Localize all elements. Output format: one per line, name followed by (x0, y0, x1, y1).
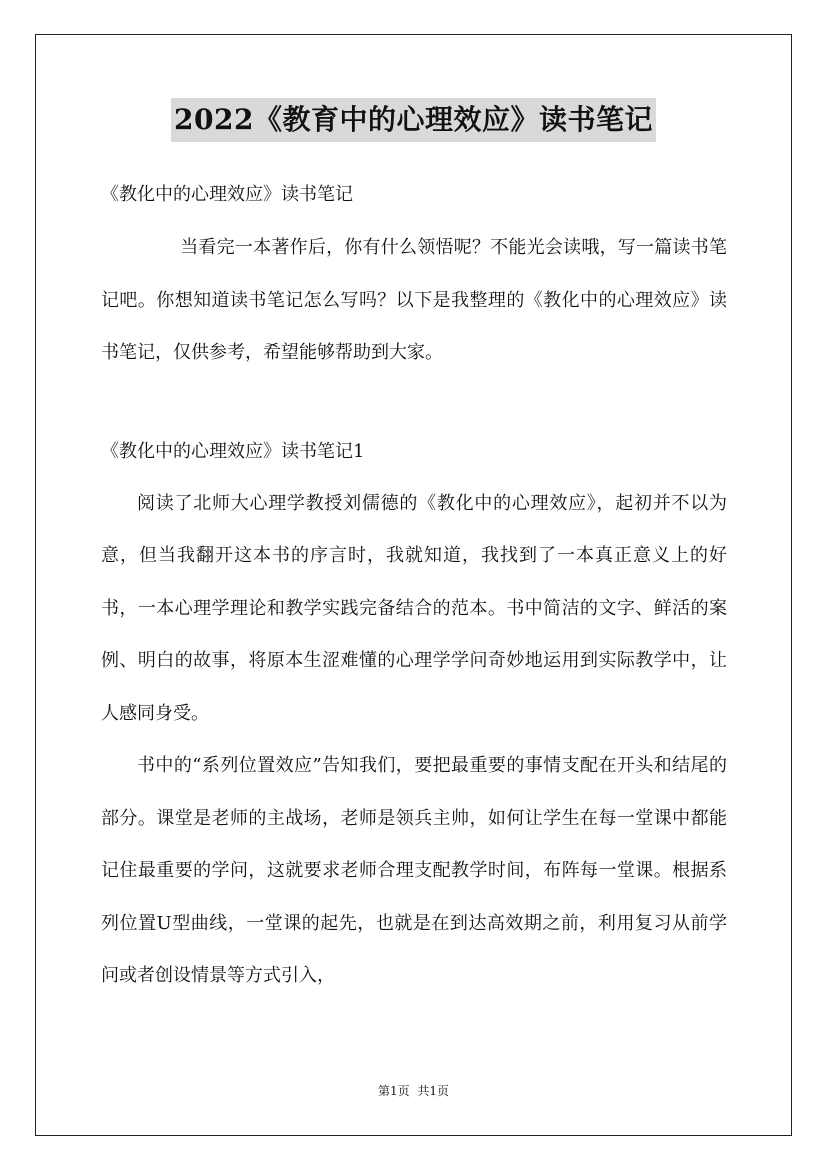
page-total: 共1页 (417, 1084, 450, 1098)
document-subtitle: 《教化中的心理效应》读书笔记 (101, 184, 353, 205)
title-container (0, 98, 827, 142)
document-body (101, 170, 727, 1003)
body-paragraph: 阅读了北师大心理学教授刘儒德的《教化中的心理效应》，起初并不以为意，但当我翻开这本书的序言时，我就知道，我找到了一本真正意义上的好书，一本心理学理论和教学实践完备结合的范本。书中简洁的文字、鲜活的案例、明白的故事，将原本生涩难懂的心理学学问奇妙地运用到实际教学中，让人感同身受。 (101, 492, 727, 724)
page-footer (0, 1082, 827, 1100)
intro-paragraph: 当看完一本著作后，你有什么领悟呢？不能光会读哦，写一篇读书笔记吧。你想知道读书笔记怎么写吗？以下是我整理的《教化中的心理效应》读书笔记，仅供参考，希望能够帮助到大家。 (101, 237, 727, 363)
document-title: 2022《教育中的心理效应》读书笔记 (171, 98, 656, 142)
section-heading: 《教化中的心理效应》读书笔记1 (101, 440, 365, 462)
body-paragraph: 书中的“系列位置效应”告知我们，要把最重要的事情支配在开头和结尾的部分。课堂是老师的主战场，老师是领兵主帅，如何让学生在每一堂课中都能记住最重要的学问，这就要求老师合理支配教学时间，布阵每一堂课。根据系列位置U型曲线，一堂课的起先，也就是在到达高效期之前，利用复习从前学问或者创设情景等方式引入， (101, 755, 727, 986)
page-number: 第1页 (377, 1084, 410, 1098)
